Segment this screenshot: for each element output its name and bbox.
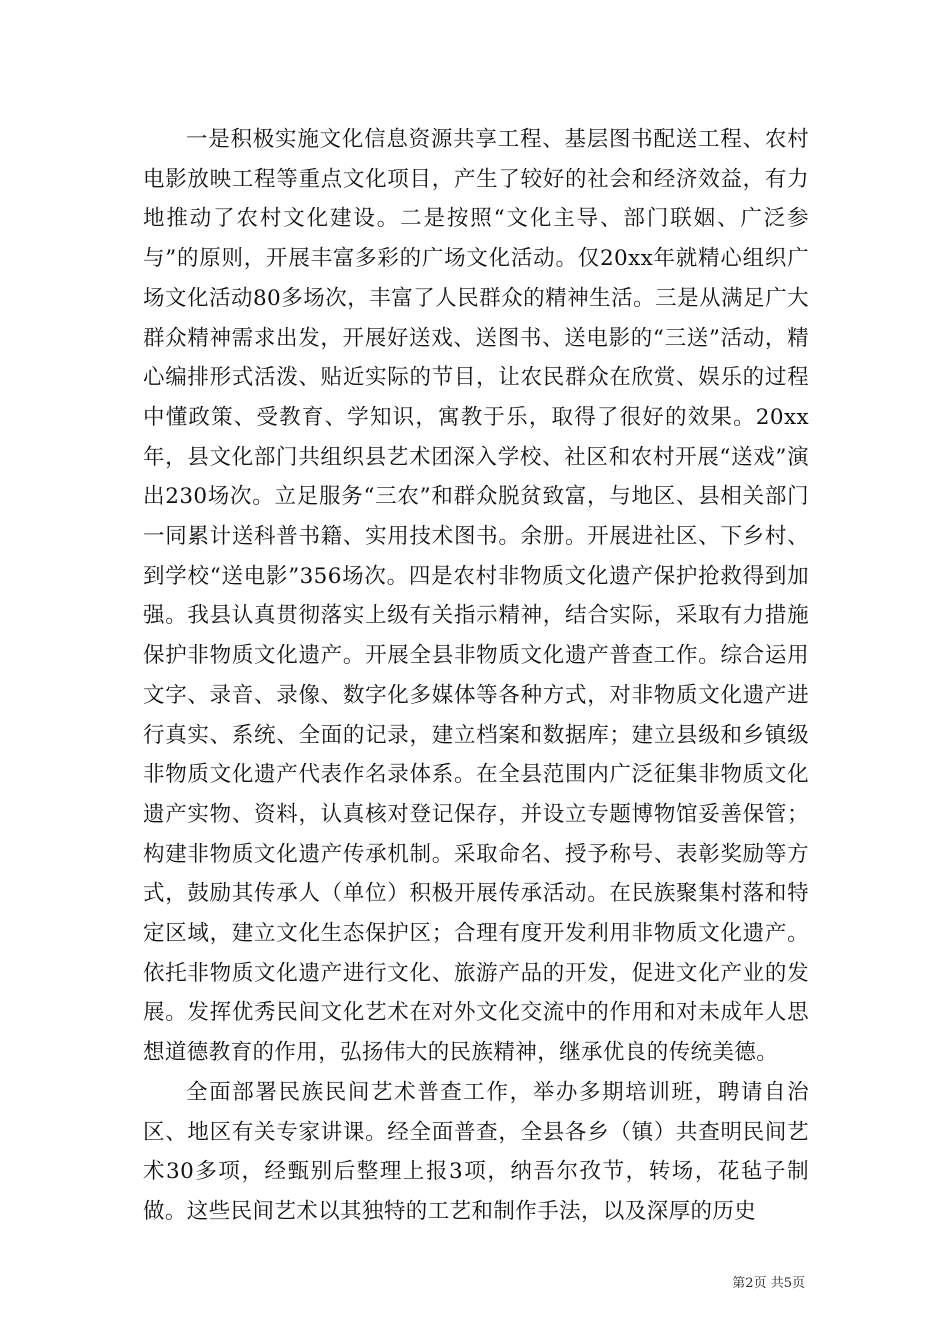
total-pages-number: 5 — [783, 1276, 792, 1291]
document-body — [143, 120, 809, 1232]
current-page-number: 2 — [745, 1276, 754, 1291]
footer-middle: 页 共 — [753, 1276, 784, 1291]
footer-suffix: 页 — [791, 1276, 805, 1291]
page-number-footer — [732, 1276, 805, 1292]
paragraph-1: 一是积极实施文化信息资源共享工程、基层图书配送工程、农村电影放映工程等重点文化项目，产生了较好的社会和经济效益，有力地推动了农村文化建设。二是按照“文化主导、部门联姻、广泛参与”的原则，开展丰富多彩的广场文化活动。仅20xx年就精心组织广场文化活动80多场次，丰富了人民群众的精神生活。三是从满足广大群众精神需求出发，开展好送戏、送图书、送电影的“三送”活动，精心编排形式活泼、贴近实际的节目，让农民群众在欣赏、娱乐的过程中懂政策、受教育、学知识，寓教于乐，取得了很好的效果。20xx年，县文化部门共组织县艺术团深入学校、社区和农村开展“送戏”演出230场次。立足服务“三农”和群众脱贫致富，与地区、县相关部门一同累计送科普书籍、实用技术图书。余册。开展进社区、下乡村、到学校“送电影”356场次。四是农村非物质文化遗产保护抢救得到加强。我县认真贯彻落实上级有关指示精神，结合实际，采取有力措施保护非物质文化遗产。开展全县非物质文化遗产普查工作。综合运用文字、录音、录像、数字化多媒体等各种方式，对非物质文化遗产进行真实、系统、全面的记录，建立档案和数据库；建立县级和乡镇级非物质文化遗产代表作名录体系。在全县范围内广泛征集非物质文化遗产实物、资料，认真核对登记保存，并设立专题博物馆妥善保管；构建非物质文化遗产传承机制。采取命名、授予称号、表彰奖励等方式，鼓励其传承人（单位）积极开展传承活动。在民族聚集村落和特定区域，建立文化生态保护区；合理有度开发利用非物质文化遗产。依托非物质文化遗产进行文化、旅游产品的开发，促进文化产业的发展。发挥优秀民间文化艺术在对外文化交流中的作用和对未成年人思想道德教育的作用，弘扬伟大的民族精神，继承优良的传统美德。 — [143, 127, 809, 1066]
footer-prefix: 第 — [732, 1276, 746, 1291]
paragraph-2: 全面部署民族民间艺术普查工作，举办多期培训班，聘请自治区、地区有关专家讲课。经全面普查，全县各乡（镇）共查明民间艺术30多项，经甄别后整理上报3项，纳吾尔孜节，转场，花毡子制做。这些民间艺术以其独特的工艺和制作手法，以及深厚的历史 — [143, 1079, 809, 1224]
